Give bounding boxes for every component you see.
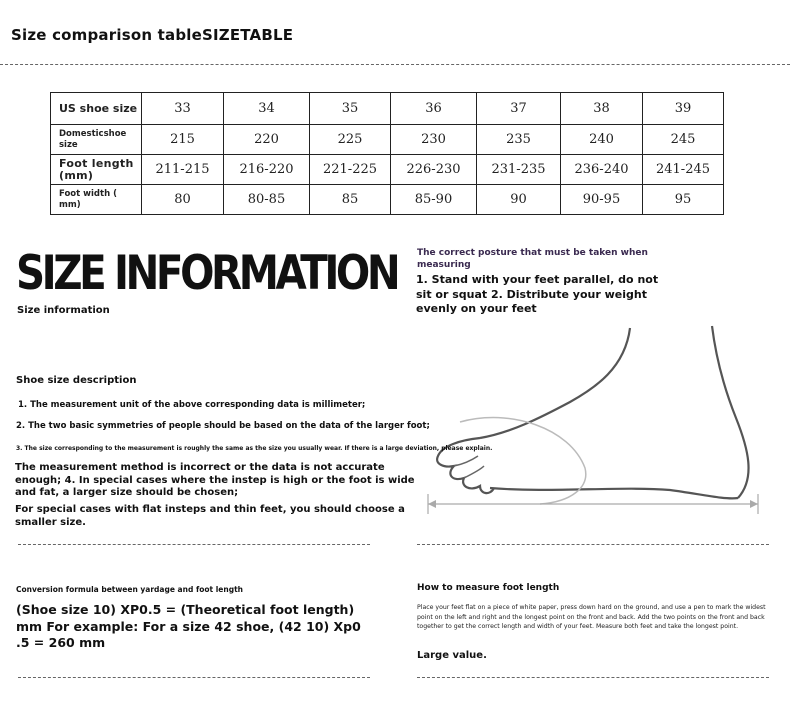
table-cell: 34: [224, 93, 310, 125]
posture-heading: The correct posture that must be taken when measuring: [417, 248, 648, 270]
how-to-measure-tail: Large value.: [417, 650, 487, 661]
table-cell: 221-225: [310, 155, 391, 185]
how-to-measure-heading: How to measure foot length: [417, 583, 560, 593]
conversion-heading: Conversion formula between yardage and foot length: [16, 585, 243, 594]
how-to-measure-text: Place your feet flat on a piece of white paper, press down hard on the ground, and use a pen to mark the widest point on the left and right and the longest point on the front and back. Add the two points on the front and back together to get the correct length and width of your feet. Measure both feet and take the longest point.: [417, 604, 766, 630]
table-cell: 215: [142, 125, 224, 155]
description-item: 1. The measurement unit of the above corresponding data is millimeter;: [18, 400, 366, 410]
table-cell: 37: [477, 93, 561, 125]
table-cell: 245: [643, 125, 724, 155]
table-cell: 211-215: [142, 155, 224, 185]
size-comparison-table: [50, 92, 724, 215]
table-cell: 85-90: [391, 185, 477, 215]
section-divider: [417, 677, 769, 678]
table-cell: 80-85: [224, 185, 310, 215]
row-header-us-size: US shoe size: [51, 93, 142, 125]
table-cell: 235: [477, 125, 561, 155]
table-cell: 241-245: [643, 155, 724, 185]
table-cell: 80: [142, 185, 224, 215]
size-information-title: SIZE INFORMATION: [16, 246, 398, 301]
description-item: The measurement method is incorrect or the data is not accurate enough; 4. In special cases where the instep is high or the foot is wide and fat, a larger size should be chosen;: [15, 462, 415, 498]
table-cell: 90: [477, 185, 561, 215]
table-cell: 85: [310, 185, 391, 215]
row-header-foot-length: Foot length (mm): [51, 155, 142, 185]
conversion-formula: (Shoe size 10) XP0.5 = (Theoretical foot length) mm For example: For a size 42 shoe, (42 10) Xp0 .5 = 260 mm: [16, 602, 361, 650]
table-cell: 38: [561, 93, 643, 125]
posture-instructions: 1. Stand with your feet parallel, do not sit or squat 2. Distribute your weight evenly on your feet: [416, 273, 659, 315]
table-cell: 216-220: [224, 155, 310, 185]
table-cell: 226-230: [391, 155, 477, 185]
description-item: For special cases with flat insteps and thin feet, you should choose a smaller size.: [15, 504, 405, 528]
description-heading: Shoe size description: [16, 375, 137, 386]
section-divider: [417, 544, 769, 545]
table-cell: 236-240: [561, 155, 643, 185]
foot-measurement-illustration: [420, 318, 765, 518]
row-header-domestic-size: Domesticshoe size: [51, 125, 142, 155]
table-cell: 95: [643, 185, 724, 215]
table-row: [51, 155, 724, 185]
table-cell: 220: [224, 125, 310, 155]
table-cell: 225: [310, 125, 391, 155]
row-header-foot-width: Foot width ( mm): [51, 185, 142, 215]
table-cell: 39: [643, 93, 724, 125]
section-divider: [18, 544, 370, 545]
table-cell: 230: [391, 125, 477, 155]
title-divider: [0, 64, 790, 65]
size-information-subtitle: Size information: [17, 305, 110, 316]
table-row: [51, 125, 724, 155]
table-row: [51, 93, 724, 125]
table-cell: 36: [391, 93, 477, 125]
page-title: Size comparison tableSIZETABLE: [11, 26, 294, 44]
table-cell: 35: [310, 93, 391, 125]
table-cell: 33: [142, 93, 224, 125]
table-cell: 231-235: [477, 155, 561, 185]
table-row: [51, 185, 724, 215]
section-divider: [18, 677, 370, 678]
table-cell: 90-95: [561, 185, 643, 215]
table-cell: 240: [561, 125, 643, 155]
description-item: 2. The two basic symmetries of people should be based on the data of the larger foot;: [16, 421, 430, 431]
description-item: 3. The size corresponding to the measurement is roughly the same as the size you usually wear. If there is a large deviation, please explain.: [16, 445, 493, 452]
